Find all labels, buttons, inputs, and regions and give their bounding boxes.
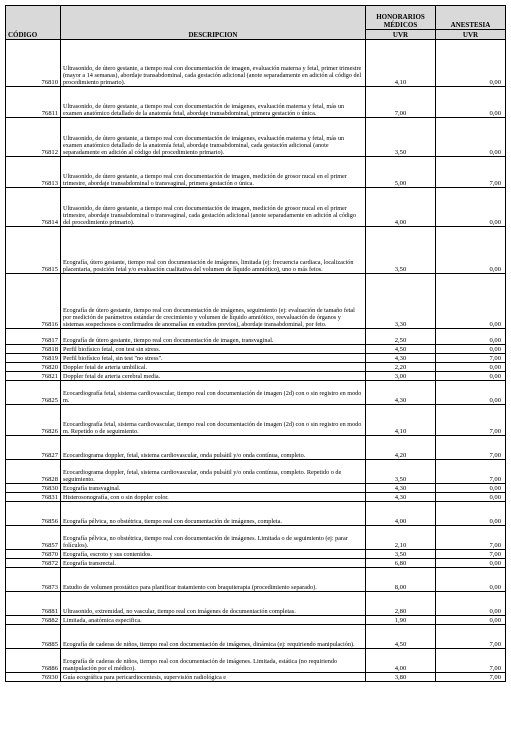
row-anesthesia-uvr: 0,00 xyxy=(436,329,506,345)
table-row xyxy=(6,227,506,274)
row-anesthesia-uvr: 0,00 xyxy=(436,616,506,625)
row-description: Ecografía de útero gestante, tiempo real con documentación de imágenes, seguimiento (ej: evaluación de tamaño fetal por medición de parámetros estándar de crecimiento y volumen de líquido amniótico, reevaluación de órganos y sistemas sospechosos o confirmados de anomalías en estudios previos), abordaje transabdominal, por feto. xyxy=(61,274,366,329)
row-fees-uvr: 4,50 xyxy=(366,345,436,354)
row-description: Ultrasonido, de útero gestante, a tiempo real con documentación de imágenes, evaluación materna y fetal, más un examen anatómico detallado de la anatomía fetal, abordaje transabdominal, primera gestación o única. xyxy=(61,87,366,118)
table-row xyxy=(6,436,506,460)
row-anesthesia-uvr: 7,00 xyxy=(436,405,506,436)
fee-schedule-page xyxy=(5,5,505,682)
row-code: 76886 xyxy=(6,649,61,673)
row-code: 76885 xyxy=(6,625,61,649)
row-code: 76870 xyxy=(6,550,61,559)
table-row xyxy=(6,157,506,188)
row-fees-uvr: 4,20 xyxy=(366,436,436,460)
row-anesthesia-uvr: 0,00 xyxy=(436,484,506,493)
row-fees-uvr: 1,90 xyxy=(366,616,436,625)
row-anesthesia-uvr: 0,00 xyxy=(436,188,506,227)
row-description: Doppler fetal de arteria cerebral media. xyxy=(61,372,366,381)
row-fees-uvr: 4,00 xyxy=(366,188,436,227)
table-row xyxy=(6,118,506,157)
row-code: 76828 xyxy=(6,460,61,484)
row-code: 76815 xyxy=(6,227,61,274)
row-anesthesia-uvr: 7,00 xyxy=(436,460,506,484)
row-anesthesia-uvr: 0,00 xyxy=(436,381,506,405)
row-fees-uvr: 3,80 xyxy=(366,673,436,682)
table-row xyxy=(6,188,506,227)
row-description: Ultrasonido, de útero gestante, a tiempo real con documentación de imagen, medición de grosor nucal en el primer trimestre, abordaje transabdominal o transvaginal, primera gestación o única. xyxy=(61,157,366,188)
row-fees-uvr: 4,30 xyxy=(366,381,436,405)
table-row xyxy=(6,526,506,550)
row-description: Ecografía pélvica, no obstétrica, tiempo real con documentación de imágenes. Limitada o de seguimiento (ej: parar folículos). xyxy=(61,526,366,550)
table-row xyxy=(6,329,506,345)
row-description: Ecografía transrectal. xyxy=(61,559,366,568)
row-description: Estudio de volumen prostático para planificar tratamiento con braquiterapia (procedimiento separado). xyxy=(61,568,366,592)
table-row xyxy=(6,40,506,87)
row-code: 76831 xyxy=(6,493,61,502)
row-description: Ecocardiografía fetal, sistema cardiovascular, tiempo real con documentación de imagen (2d) con o sin registro en modo m. Repetido o de seguimiento. xyxy=(61,405,366,436)
row-code: 76813 xyxy=(6,157,61,188)
row-fees-uvr: 3,50 xyxy=(366,227,436,274)
row-anesthesia-uvr: 0,00 xyxy=(436,40,506,87)
row-fees-uvr: 2,10 xyxy=(366,526,436,550)
row-code: 76810 xyxy=(6,40,61,87)
table-row xyxy=(6,345,506,354)
row-description: Limitada, anatómica especifica. xyxy=(61,616,366,625)
row-description: Ecografía de caderas de niños, tiempo real con documentación de imágenes. Limitada, estática (no requiriendo manipulación por el médico). xyxy=(61,649,366,673)
row-anesthesia-uvr: 0,00 xyxy=(436,345,506,354)
row-fees-uvr: 3,30 xyxy=(366,274,436,329)
row-code: 76816 xyxy=(6,274,61,329)
row-code: 76819 xyxy=(6,354,61,363)
row-fees-uvr: 4,50 xyxy=(366,625,436,649)
row-description: Ultrasonido, de útero gestante, a tiempo real con documentación de imagen, evaluación materna y fetal, primer trimestre (mayor a 14 semanas), abordaje transabdominal, cada gestación adicional (anote separadamente en adición al código del procedimiento primario). xyxy=(61,40,366,87)
row-anesthesia-uvr: 7,00 xyxy=(436,354,506,363)
row-description: Ecocardiograma doppler, fetal, sistema cardiovascular, onda pulsátil y/o onda contínua, completo. Repetido o de seguimiento. xyxy=(61,460,366,484)
table-row xyxy=(6,616,506,625)
row-fees-uvr: 4,30 xyxy=(366,493,436,502)
anesthesia-column-header: ANESTESIA xyxy=(436,6,506,30)
table-row xyxy=(6,559,506,568)
row-fees-uvr: 4,30 xyxy=(366,354,436,363)
row-code: 76856 xyxy=(6,502,61,526)
table-row xyxy=(6,354,506,363)
row-code: 76826 xyxy=(6,405,61,436)
row-description: Ecografía pélvica, no obstétrica, tiempo real con documentación de imágenes, completa. xyxy=(61,502,366,526)
row-description: Ecografía de útero gestante, tiempo real con documentación de imagen, transvaginal. xyxy=(61,329,366,345)
row-anesthesia-uvr: 0,00 xyxy=(436,363,506,372)
row-fees-uvr: 8,00 xyxy=(366,568,436,592)
row-fees-uvr: 4,10 xyxy=(366,405,436,436)
row-anesthesia-uvr: 7,00 xyxy=(436,625,506,649)
row-fees-uvr: 3,00 xyxy=(366,372,436,381)
table-row xyxy=(6,502,506,526)
row-fees-uvr: 2,50 xyxy=(366,329,436,345)
row-description: Ecocardiografía fetal, sistema cardiovascular, tiempo real con documentación de imagen (2d) con o sin registro en modo m. xyxy=(61,381,366,405)
row-fees-uvr: 2,80 xyxy=(366,592,436,616)
row-code: 76857 xyxy=(6,526,61,550)
table-body xyxy=(6,40,506,682)
description-column-header: DESCRIPCION xyxy=(61,6,366,40)
row-description: Guía ecográfica para pericardiocentesis, supervisión radiológica e xyxy=(61,673,366,682)
row-fees-uvr: 4,00 xyxy=(366,649,436,673)
row-description: Ecografía de caderas de niños, tiempo real con documentación de imágenes, dinámica (ej: requiriendo manipulación). xyxy=(61,625,366,649)
row-description: Ecografía, escroto y sus contenidos. xyxy=(61,550,366,559)
table-row xyxy=(6,460,506,484)
row-code: 76881 xyxy=(6,592,61,616)
row-anesthesia-uvr: 0,00 xyxy=(436,118,506,157)
row-anesthesia-uvr: 0,00 xyxy=(436,87,506,118)
row-anesthesia-uvr: 7,00 xyxy=(436,157,506,188)
table-row xyxy=(6,381,506,405)
row-anesthesia-uvr: 7,00 xyxy=(436,436,506,460)
row-fees-uvr: 2,20 xyxy=(366,363,436,372)
row-anesthesia-uvr: 0,00 xyxy=(436,502,506,526)
row-anesthesia-uvr: 0,00 xyxy=(436,227,506,274)
row-code: 76814 xyxy=(6,188,61,227)
row-description: Ecografía, útero gestante, tiempo real con documentación de imágenes, limitada (ej: frecuencia cardiaca, localización placentaria, posición fetal y/o evaluación cualitativa del volumen de líquido amniótico), uno o más fetos. xyxy=(61,227,366,274)
row-code: 76827 xyxy=(6,436,61,460)
fee-table xyxy=(5,5,506,682)
table-row xyxy=(6,372,506,381)
table-row xyxy=(6,673,506,682)
row-description: Perfil biofísico fetal, con test sin stress. xyxy=(61,345,366,354)
row-code: 76818 xyxy=(6,345,61,354)
row-description: Ecografía transvaginal. xyxy=(61,484,366,493)
row-anesthesia-uvr: 7,00 xyxy=(436,649,506,673)
table-row xyxy=(6,363,506,372)
table-row xyxy=(6,484,506,493)
row-fees-uvr: 5,00 xyxy=(366,157,436,188)
row-code: 76811 xyxy=(6,87,61,118)
row-description: Ultrasonido, extremidad, no vascular, tiempo real con imágenes de documentación completas. xyxy=(61,592,366,616)
row-fees-uvr: 4,00 xyxy=(366,502,436,526)
table-row xyxy=(6,493,506,502)
fees-column-header: HONORARIOS MÉDICOS xyxy=(366,6,436,30)
row-anesthesia-uvr: 7,00 xyxy=(436,673,506,682)
header-row-top xyxy=(6,6,506,30)
row-code: 76820 xyxy=(6,363,61,372)
row-anesthesia-uvr: 0,00 xyxy=(436,592,506,616)
row-fees-uvr: 7,00 xyxy=(366,87,436,118)
row-fees-uvr: 3,50 xyxy=(366,550,436,559)
row-description: Ecocardiograma doppler, fetal, sistema cardiovascular, onda pulsátil y/o onda contínua, completo. xyxy=(61,436,366,460)
row-anesthesia-uvr: 0,00 xyxy=(436,559,506,568)
row-anesthesia-uvr: 0,00 xyxy=(436,493,506,502)
row-description: Doppler fetal de arteria umbilical. xyxy=(61,363,366,372)
table-row xyxy=(6,592,506,616)
table-row xyxy=(6,550,506,559)
row-code: 76830 xyxy=(6,484,61,493)
row-code: 76872 xyxy=(6,559,61,568)
row-fees-uvr: 3,50 xyxy=(366,460,436,484)
table-row xyxy=(6,625,506,649)
row-fees-uvr: 4,30 xyxy=(366,484,436,493)
table-row xyxy=(6,568,506,592)
row-code: 76825 xyxy=(6,381,61,405)
row-code: 76817 xyxy=(6,329,61,345)
row-fees-uvr: 6,80 xyxy=(366,559,436,568)
row-code: 76812 xyxy=(6,118,61,157)
row-fees-uvr: 3,50 xyxy=(366,118,436,157)
row-code: 76882 xyxy=(6,616,61,625)
table-row xyxy=(6,649,506,673)
table-row xyxy=(6,87,506,118)
row-description: Ultrasonido, de útero gestante, a tiempo real con documentación de imagen, medición de grosor nucal en el primer trimestre, abordaje transabdominal o transvaginal, cada gestación adicional (anote separadamente en adición al código del procedimiento primario). xyxy=(61,188,366,227)
anesthesia-unit-header: UVR xyxy=(436,30,506,40)
row-code: 76930 xyxy=(6,673,61,682)
code-column-header: CÓDIGO xyxy=(6,6,61,40)
table-row xyxy=(6,274,506,329)
row-fees-uvr: 4,10 xyxy=(366,40,436,87)
row-code: 76873 xyxy=(6,568,61,592)
row-anesthesia-uvr: 7,00 xyxy=(436,526,506,550)
row-code: 76821 xyxy=(6,372,61,381)
fees-unit-header: UVR xyxy=(366,30,436,40)
row-description: Perfil biofísico fetal, sin test "no stress". xyxy=(61,354,366,363)
table-row xyxy=(6,405,506,436)
row-anesthesia-uvr: 0,00 xyxy=(436,274,506,329)
row-description: Ultrasonido, de útero gestante, a tiempo real con documentación de imágenes, evaluación materna y fetal, más un examen anatómico detallado de la anatomía fetal, abordaje transabdominal, cada gestación adicional (anote separadamente en adición al código del procedimiento primario). xyxy=(61,118,366,157)
row-anesthesia-uvr: 0,00 xyxy=(436,568,506,592)
row-anesthesia-uvr: 0,00 xyxy=(436,372,506,381)
row-anesthesia-uvr: 7,00 xyxy=(436,550,506,559)
row-description: Histerosonografía, con o sin doppler color. xyxy=(61,493,366,502)
